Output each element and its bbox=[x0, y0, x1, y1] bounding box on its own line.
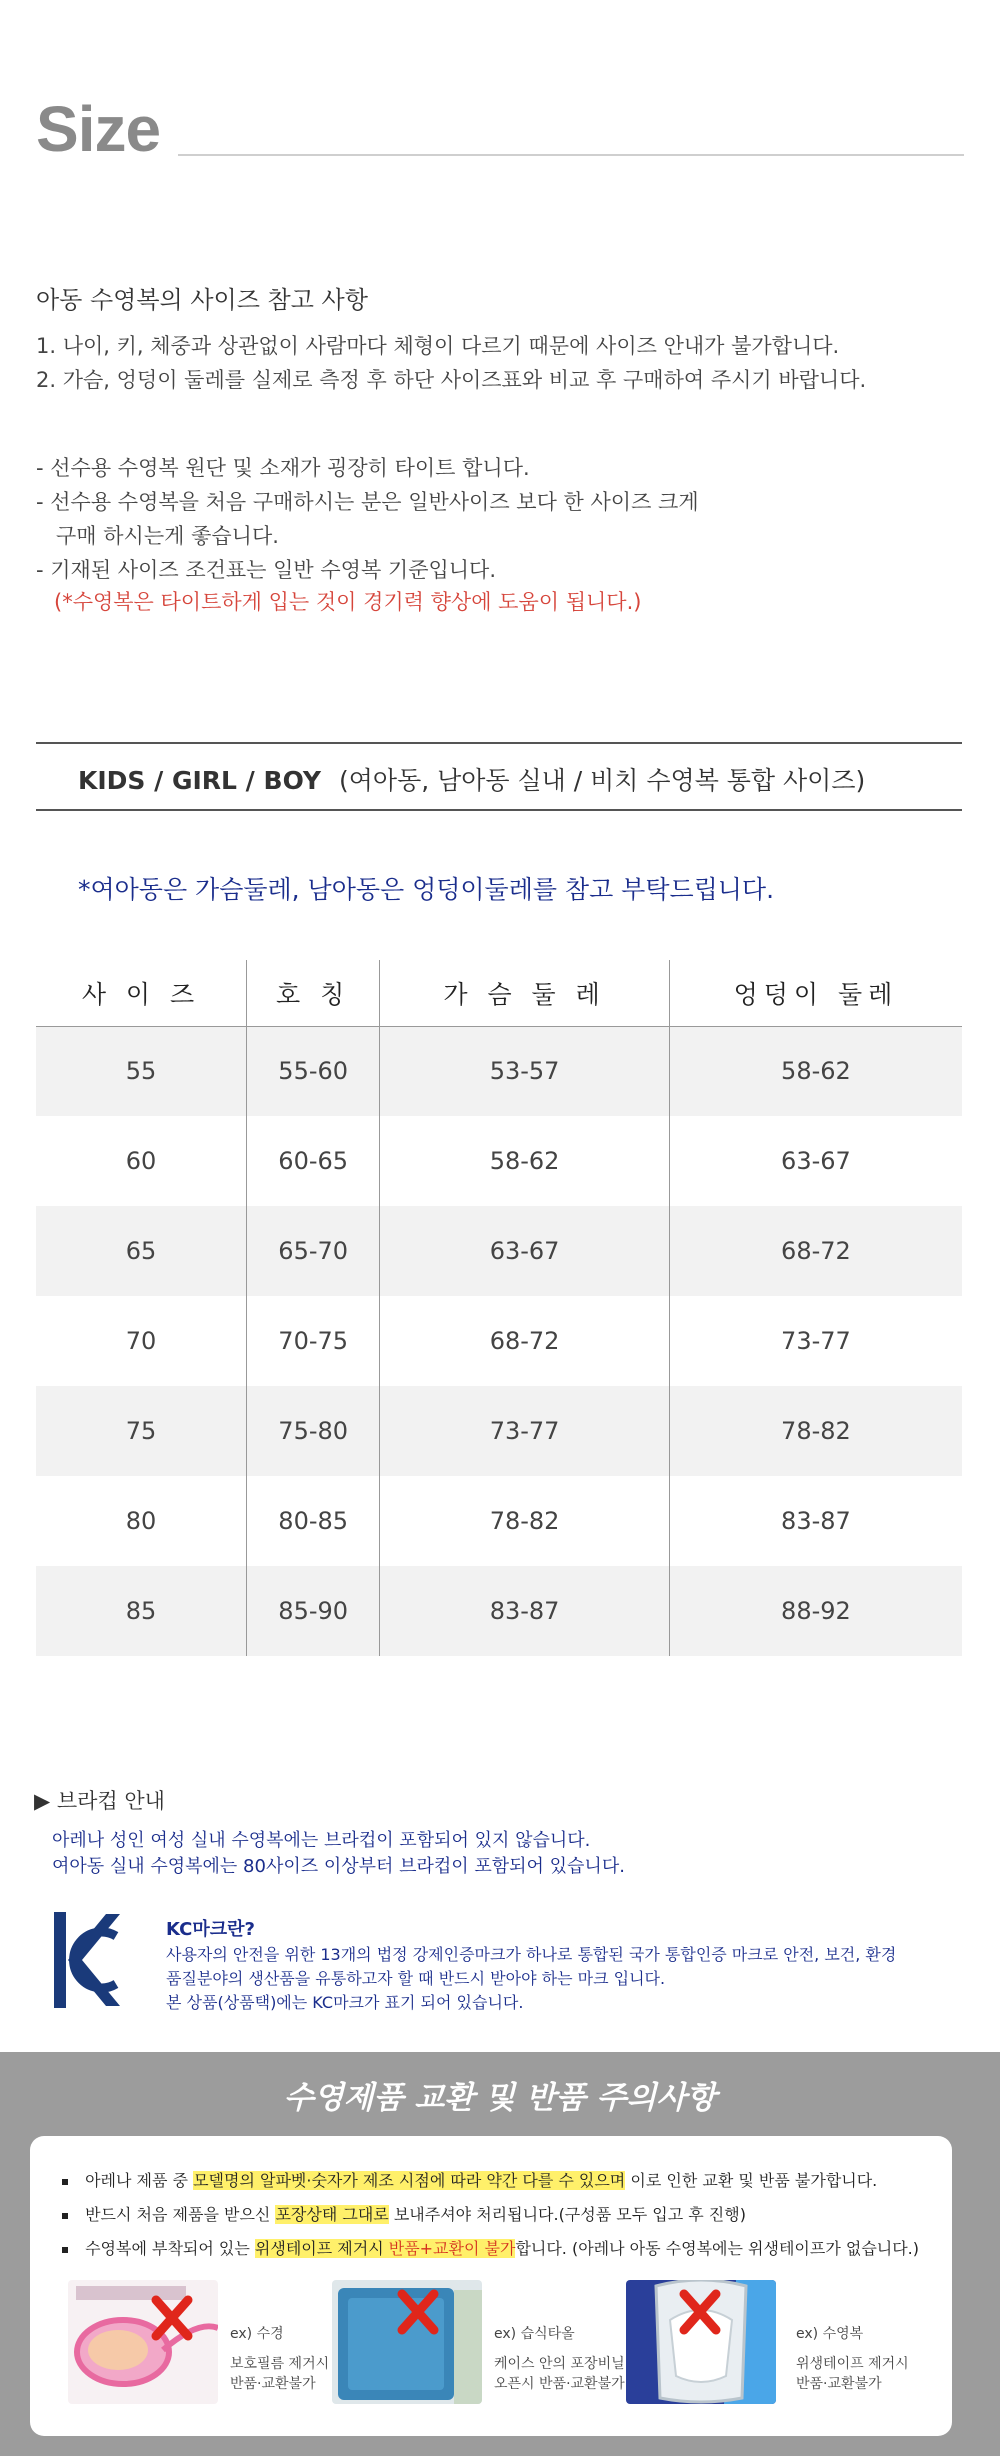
cell-label: 55-60 bbox=[247, 1026, 380, 1116]
table-row bbox=[36, 1026, 962, 1116]
header-label: 호 칭 bbox=[247, 960, 380, 1026]
cell-size: 85 bbox=[36, 1566, 247, 1656]
banner-bold: KIDS / GIRL / BOY bbox=[78, 766, 322, 795]
bra-cup-line-1: 아레나 성인 여성 실내 수영복에는 브라컵이 포함되어 있지 않습니다. bbox=[52, 1830, 591, 1851]
cell-hip: 58-62 bbox=[669, 1026, 962, 1116]
page-title: Size bbox=[36, 93, 161, 165]
example-swimsuit-caption: ex) 수영복 위생테이프 제거시 반품·교환불가 bbox=[796, 2326, 909, 2392]
kc-line-2: 품질분야의 생산품을 유통하고자 할 때 반드시 받아야 하는 마크 입니다. bbox=[166, 1969, 666, 1988]
banner-bottom-rule bbox=[36, 809, 962, 811]
towel-image bbox=[332, 2280, 482, 2404]
size-table bbox=[36, 960, 962, 1656]
cell-hip: 88-92 bbox=[669, 1566, 962, 1656]
header-hip: 엉덩이 둘레 bbox=[669, 960, 962, 1026]
table-row bbox=[36, 1476, 962, 1566]
title-rule bbox=[178, 154, 964, 156]
bra-cup-line-2: 여아동 실내 수영복에는 80사이즈 이상부터 브라컵이 포함되어 있습니다. bbox=[52, 1856, 625, 1877]
cell-label: 60-65 bbox=[247, 1116, 380, 1206]
cell-hip: 68-72 bbox=[669, 1206, 962, 1296]
header-chest: 가 슴 둘 레 bbox=[380, 960, 670, 1026]
table-row bbox=[36, 1296, 962, 1386]
note-dash-2: - 선수용 수영복을 처음 구매하시는 분은 일반사이즈 보다 한 사이즈 크게 bbox=[36, 490, 699, 514]
size-section-banner bbox=[78, 761, 865, 797]
cell-chest: 53-57 bbox=[380, 1026, 670, 1116]
note-red-tip: (*수영복은 타이트하게 입는 것이 경기력 향상에 도움이 됩니다.) bbox=[54, 590, 642, 614]
goggles-image bbox=[68, 2280, 218, 2404]
cell-label: 65-70 bbox=[247, 1206, 380, 1296]
measurement-note: *여아동은 가슴둘레, 남아동은 엉덩이둘레를 참고 부탁드립니다. bbox=[78, 875, 775, 904]
table-row bbox=[36, 1206, 962, 1296]
cell-size: 75 bbox=[36, 1386, 247, 1476]
banner-rest: (여아동, 남아동 실내 / 비치 수영복 통합 사이즈) bbox=[339, 766, 866, 795]
table-row bbox=[36, 1116, 962, 1206]
kc-line-3: 본 상품(상품택)에는 KC마크가 표기 되어 있습니다. bbox=[166, 1993, 524, 2012]
cell-chest: 73-77 bbox=[380, 1386, 670, 1476]
header-size: 사 이 즈 bbox=[36, 960, 247, 1026]
exchange-rule-2: 반드시 처음 제품을 받으신 포장상태 그대로 보내주셔야 처리됩니다.(구성품 모두 입고 후 진행) bbox=[62, 2202, 746, 2225]
cell-chest: 83-87 bbox=[380, 1566, 670, 1656]
cell-size: 65 bbox=[36, 1206, 247, 1296]
exchange-rule-1: 아레나 제품 중 모델명의 알파벳·숫자가 제조 시점에 따라 약간 다를 수 있으며 이로 인한 교환 및 반품 불가합니다. bbox=[62, 2168, 877, 2191]
cell-chest: 63-67 bbox=[380, 1206, 670, 1296]
cell-chest: 68-72 bbox=[380, 1296, 670, 1386]
cell-hip: 63-67 bbox=[669, 1116, 962, 1206]
note-dash-3: 구매 하시는게 좋습니다. bbox=[36, 524, 279, 548]
note-dash-1: - 선수용 수영복 원단 및 소재가 굉장히 타이트 합니다. bbox=[36, 456, 530, 480]
example-goggles-caption: ex) 수경 보호필름 제거시 반품·교환불가 bbox=[230, 2326, 330, 2392]
cell-label: 70-75 bbox=[247, 1296, 380, 1386]
cell-chest: 58-62 bbox=[380, 1116, 670, 1206]
cell-hip: 83-87 bbox=[669, 1476, 962, 1566]
kc-title: KC마크란? bbox=[166, 1919, 255, 1940]
table-row bbox=[36, 1566, 962, 1656]
cell-size: 55 bbox=[36, 1026, 247, 1116]
cell-label: 80-85 bbox=[247, 1476, 380, 1566]
cell-hip: 78-82 bbox=[669, 1386, 962, 1476]
table-row bbox=[36, 1386, 962, 1476]
exchange-notice-title: 수영제품 교환 및 반품 주의사항 bbox=[283, 2080, 717, 2116]
note-numbered-2: 2. 가슴, 엉덩이 둘레를 실제로 측정 후 하단 사이즈표와 비교 후 구매하여 주시기 바랍니다. bbox=[36, 368, 867, 392]
banner-top-rule bbox=[36, 742, 962, 744]
note-dash-4: - 기재된 사이즈 조건표는 일반 수영복 기준입니다. bbox=[36, 558, 497, 582]
cell-hip: 73-77 bbox=[669, 1296, 962, 1386]
kc-line-1: 사용자의 안전을 위한 13개의 법정 강제인증마크가 하나로 통합된 국가 통합인증 마크로 안전, 보건, 환경 bbox=[166, 1945, 897, 1964]
cell-label: 85-90 bbox=[247, 1566, 380, 1656]
table-header-row bbox=[36, 960, 962, 1026]
cell-label: 75-80 bbox=[247, 1386, 380, 1476]
cell-chest: 78-82 bbox=[380, 1476, 670, 1566]
bra-cup-heading: ▶ 브라컵 안내 bbox=[34, 1789, 165, 1813]
kc-mark-icon bbox=[52, 1908, 124, 2012]
exchange-rule-3: 수영복에 부착되어 있는 위생테이프 제거시 반품+교환이 불가합니다. (아레나 아동 수영복에는 위생테이프가 없습니다.) bbox=[62, 2236, 919, 2259]
cell-size: 80 bbox=[125, 1507, 157, 1535]
cell-size: 70 bbox=[125, 1327, 157, 1355]
swimsuit-image bbox=[626, 2280, 776, 2404]
note-numbered-1: 1. 나이, 키, 체중과 상관없이 사람마다 체형이 다르기 때문에 사이즈 안내가 불가합니다. bbox=[36, 334, 840, 358]
notes-heading: 아동 수영복의 사이즈 참고 사항 bbox=[36, 286, 368, 314]
cell-size: 60 bbox=[125, 1147, 157, 1175]
example-towel-caption: ex) 습식타올 케이스 안의 포장비닐 오픈시 반품·교환불가 bbox=[494, 2326, 625, 2392]
